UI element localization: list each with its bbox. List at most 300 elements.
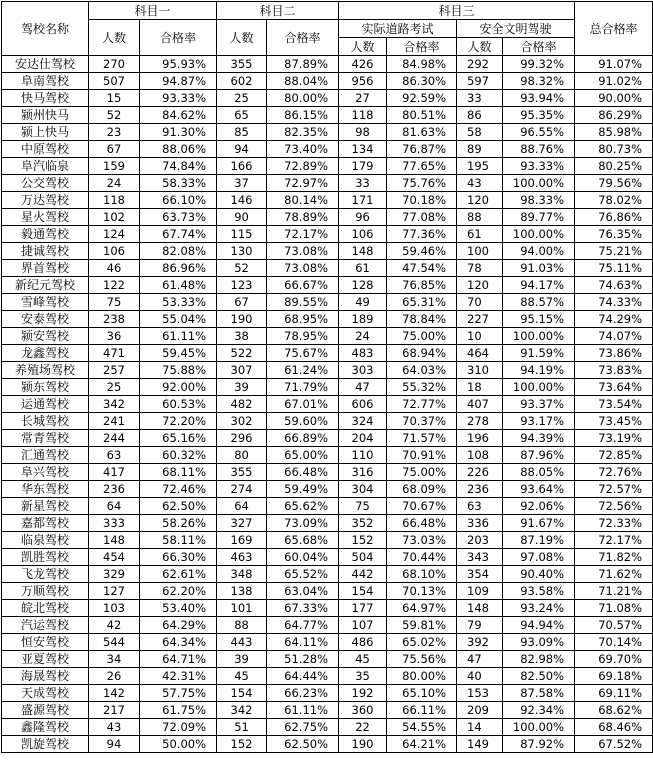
table-row: [2, 413, 653, 430]
cell-safety-count: 89: [457, 141, 503, 158]
cell-safety-rate: 97.08%: [503, 549, 575, 566]
cell-safety-rate: 92.06%: [503, 498, 575, 515]
cell-road-count: 27: [339, 90, 387, 107]
cell-road-count: 606: [339, 396, 387, 413]
cell-road-count: 110: [339, 447, 387, 464]
table-row: [2, 379, 653, 396]
cell-safety-rate: 100.00%: [503, 226, 575, 243]
cell-s1-count: 67: [89, 141, 140, 158]
cell-road-count: 171: [339, 192, 387, 209]
cell-school-name: 万达驾校: [2, 192, 89, 209]
cell-s2-rate: 80.14%: [267, 192, 339, 209]
cell-s2-count: 296: [217, 430, 267, 447]
cell-s2-count: 37: [217, 175, 267, 192]
cell-safety-count: 70: [457, 294, 503, 311]
cell-s2-count: 355: [217, 464, 267, 481]
cell-safety-count: 33: [457, 90, 503, 107]
cell-road-rate: 71.57%: [387, 430, 457, 447]
cell-safety-count: 343: [457, 549, 503, 566]
cell-s2-count: 482: [217, 396, 267, 413]
header-safety-count: 人数: [457, 38, 503, 56]
table-row: [2, 277, 653, 294]
table-row: [2, 668, 653, 685]
cell-total-rate: 86.29%: [575, 107, 653, 124]
cell-s1-rate: 72.46%: [140, 481, 217, 498]
table-row: [2, 702, 653, 719]
cell-safety-rate: 94.17%: [503, 277, 575, 294]
cell-s2-count: 190: [217, 311, 267, 328]
cell-s1-rate: 91.30%: [140, 124, 217, 141]
cell-s2-rate: 67.01%: [267, 396, 339, 413]
cell-s2-count: 602: [217, 73, 267, 90]
cell-road-rate: 59.46%: [387, 243, 457, 260]
cell-school-name: 安达仕驾校: [2, 56, 89, 73]
cell-safety-count: 196: [457, 430, 503, 447]
cell-s2-rate: 65.62%: [267, 498, 339, 515]
cell-s2-count: 138: [217, 583, 267, 600]
cell-total-rate: 69.70%: [575, 651, 653, 668]
cell-s2-count: 38: [217, 328, 267, 345]
cell-s2-rate: 89.55%: [267, 294, 339, 311]
cell-total-rate: 73.54%: [575, 396, 653, 413]
cell-s1-count: 15: [89, 90, 140, 107]
cell-total-rate: 80.25%: [575, 158, 653, 175]
cell-safety-count: 120: [457, 192, 503, 209]
cell-road-count: 24: [339, 328, 387, 345]
cell-s2-rate: 78.95%: [267, 328, 339, 345]
cell-safety-count: 336: [457, 515, 503, 532]
cell-total-rate: 73.86%: [575, 345, 653, 362]
cell-s1-rate: 58.26%: [140, 515, 217, 532]
cell-s2-rate: 66.89%: [267, 430, 339, 447]
header-road-count: 人数: [339, 38, 387, 56]
cell-s2-rate: 64.44%: [267, 668, 339, 685]
table-row: [2, 90, 653, 107]
cell-s2-rate: 64.11%: [267, 634, 339, 651]
cell-safety-count: 148: [457, 600, 503, 617]
cell-s2-rate: 65.00%: [267, 447, 339, 464]
cell-safety-count: 100: [457, 243, 503, 260]
cell-total-rate: 70.57%: [575, 617, 653, 634]
cell-school-name: 汇通驾校: [2, 447, 89, 464]
cell-total-rate: 91.07%: [575, 56, 653, 73]
cell-s2-count: 169: [217, 532, 267, 549]
cell-s2-rate: 63.04%: [267, 583, 339, 600]
cell-safety-rate: 93.17%: [503, 413, 575, 430]
cell-total-rate: 69.18%: [575, 668, 653, 685]
cell-school-name: 盛源驾校: [2, 702, 89, 719]
cell-road-count: 316: [339, 464, 387, 481]
cell-school-name: 公交驾校: [2, 175, 89, 192]
cell-road-rate: 68.10%: [387, 566, 457, 583]
cell-total-rate: 74.63%: [575, 277, 653, 294]
cell-safety-rate: 82.50%: [503, 668, 575, 685]
cell-school-name: 颍安驾校: [2, 328, 89, 345]
cell-road-rate: 68.94%: [387, 345, 457, 362]
cell-s2-count: 51: [217, 719, 267, 736]
cell-safety-count: 149: [457, 736, 503, 753]
cell-road-count: 148: [339, 243, 387, 260]
cell-school-name: 星火驾校: [2, 209, 89, 226]
cell-safety-rate: 99.32%: [503, 56, 575, 73]
cell-safety-count: 40: [457, 668, 503, 685]
cell-total-rate: 78.02%: [575, 192, 653, 209]
cell-s1-rate: 94.87%: [140, 73, 217, 90]
cell-safety-rate: 88.05%: [503, 464, 575, 481]
cell-s2-rate: 66.48%: [267, 464, 339, 481]
cell-road-count: 177: [339, 600, 387, 617]
cell-road-rate: 76.87%: [387, 141, 457, 158]
cell-total-rate: 74.33%: [575, 294, 653, 311]
cell-safety-count: 78: [457, 260, 503, 277]
cell-road-count: 192: [339, 685, 387, 702]
cell-s1-count: 270: [89, 56, 140, 73]
table-row: [2, 226, 653, 243]
cell-s2-count: 94: [217, 141, 267, 158]
cell-s1-count: 43: [89, 719, 140, 736]
cell-s1-rate: 59.45%: [140, 345, 217, 362]
cell-school-name: 万顺驾校: [2, 583, 89, 600]
cell-s2-count: 348: [217, 566, 267, 583]
cell-safety-rate: 89.77%: [503, 209, 575, 226]
cell-school-name: 运通驾校: [2, 396, 89, 413]
cell-s1-rate: 65.16%: [140, 430, 217, 447]
cell-s2-rate: 72.89%: [267, 158, 339, 175]
cell-school-name: 华东驾校: [2, 481, 89, 498]
table-row: [2, 736, 653, 753]
cell-road-rate: 65.02%: [387, 634, 457, 651]
cell-s2-rate: 61.11%: [267, 702, 339, 719]
cell-safety-count: 18: [457, 379, 503, 396]
cell-road-count: 61: [339, 260, 387, 277]
table-body: [2, 56, 653, 753]
cell-s2-count: 307: [217, 362, 267, 379]
cell-safety-count: 79: [457, 617, 503, 634]
cell-s1-count: 118: [89, 192, 140, 209]
cell-safety-count: 203: [457, 532, 503, 549]
cell-safety-rate: 98.33%: [503, 192, 575, 209]
cell-road-count: 49: [339, 294, 387, 311]
cell-school-name: 凯旋驾校: [2, 736, 89, 753]
cell-road-count: 303: [339, 362, 387, 379]
cell-s1-rate: 61.11%: [140, 328, 217, 345]
cell-school-name: 海晟驾校: [2, 668, 89, 685]
cell-school-name: 中原驾校: [2, 141, 89, 158]
cell-safety-count: 120: [457, 277, 503, 294]
cell-s1-rate: 64.34%: [140, 634, 217, 651]
cell-school-name: 颍州快马: [2, 107, 89, 124]
cell-school-name: 安泰驾校: [2, 311, 89, 328]
cell-s1-rate: 57.75%: [140, 685, 217, 702]
cell-road-rate: 65.31%: [387, 294, 457, 311]
cell-s2-rate: 62.50%: [267, 736, 339, 753]
cell-safety-rate: 95.15%: [503, 311, 575, 328]
cell-road-count: 107: [339, 617, 387, 634]
cell-total-rate: 71.21%: [575, 583, 653, 600]
cell-s2-count: 302: [217, 413, 267, 430]
cell-school-name: 长城驾校: [2, 413, 89, 430]
table-row: [2, 498, 653, 515]
cell-road-count: 134: [339, 141, 387, 158]
cell-safety-count: 58: [457, 124, 503, 141]
cell-road-count: 189: [339, 311, 387, 328]
cell-school-name: 嘉都驾校: [2, 515, 89, 532]
cell-total-rate: 71.08%: [575, 600, 653, 617]
table-row: [2, 209, 653, 226]
cell-s1-rate: 75.88%: [140, 362, 217, 379]
header-safety: 安全文明驾驶: [457, 20, 575, 38]
table-row: [2, 634, 653, 651]
cell-s2-rate: 80.00%: [267, 90, 339, 107]
cell-s1-count: 142: [89, 685, 140, 702]
cell-s1-count: 244: [89, 430, 140, 447]
cell-road-count: 152: [339, 532, 387, 549]
cell-road-count: 442: [339, 566, 387, 583]
cell-road-count: 75: [339, 498, 387, 515]
cell-s1-rate: 82.08%: [140, 243, 217, 260]
cell-s1-rate: 50.00%: [140, 736, 217, 753]
cell-school-name: 阜南驾校: [2, 73, 89, 90]
cell-s1-rate: 64.29%: [140, 617, 217, 634]
cell-safety-rate: 94.39%: [503, 430, 575, 447]
cell-safety-count: 10: [457, 328, 503, 345]
cell-safety-rate: 93.37%: [503, 396, 575, 413]
cell-s1-rate: 72.20%: [140, 413, 217, 430]
cell-road-rate: 64.97%: [387, 600, 457, 617]
cell-school-name: 亚夏驾校: [2, 651, 89, 668]
cell-s1-count: 122: [89, 277, 140, 294]
cell-s1-count: 42: [89, 617, 140, 634]
cell-s1-rate: 58.11%: [140, 532, 217, 549]
cell-total-rate: 69.11%: [575, 685, 653, 702]
cell-s2-rate: 61.24%: [267, 362, 339, 379]
cell-s1-rate: 88.06%: [140, 141, 217, 158]
cell-road-rate: 70.44%: [387, 549, 457, 566]
cell-road-rate: 73.03%: [387, 532, 457, 549]
cell-school-name: 飞龙驾校: [2, 566, 89, 583]
table-row: [2, 583, 653, 600]
cell-road-count: 360: [339, 702, 387, 719]
cell-s1-rate: 58.33%: [140, 175, 217, 192]
cell-safety-rate: 95.35%: [503, 107, 575, 124]
cell-road-count: 128: [339, 277, 387, 294]
cell-safety-rate: 87.96%: [503, 447, 575, 464]
cell-s1-count: 236: [89, 481, 140, 498]
cell-total-rate: 72.76%: [575, 464, 653, 481]
table-row: [2, 260, 653, 277]
cell-school-name: 颍上快马: [2, 124, 89, 141]
cell-s2-count: 274: [217, 481, 267, 498]
cell-s1-rate: 74.84%: [140, 158, 217, 175]
cell-safety-count: 195: [457, 158, 503, 175]
table-row: [2, 430, 653, 447]
cell-s1-count: 241: [89, 413, 140, 430]
cell-safety-rate: 100.00%: [503, 719, 575, 736]
cell-s1-count: 25: [89, 379, 140, 396]
table-row: [2, 158, 653, 175]
cell-school-name: 恒安驾校: [2, 634, 89, 651]
cell-s1-rate: 42.31%: [140, 668, 217, 685]
cell-s2-rate: 59.49%: [267, 481, 339, 498]
cell-s2-rate: 72.17%: [267, 226, 339, 243]
cell-s1-rate: 93.33%: [140, 90, 217, 107]
cell-total-rate: 74.29%: [575, 311, 653, 328]
cell-road-count: 483: [339, 345, 387, 362]
cell-road-rate: 70.91%: [387, 447, 457, 464]
header-road-rate: 合格率: [387, 38, 457, 56]
header-s2-rate: 合格率: [267, 20, 339, 56]
cell-safety-rate: 87.92%: [503, 736, 575, 753]
cell-road-rate: 86.30%: [387, 73, 457, 90]
cell-total-rate: 68.62%: [575, 702, 653, 719]
cell-safety-count: 597: [457, 73, 503, 90]
cell-safety-rate: 87.19%: [503, 532, 575, 549]
table-row: [2, 515, 653, 532]
cell-school-name: 养殖场驾校: [2, 362, 89, 379]
cell-s2-rate: 73.08%: [267, 243, 339, 260]
cell-s1-rate: 95.93%: [140, 56, 217, 73]
cell-s2-count: 115: [217, 226, 267, 243]
cell-road-rate: 84.98%: [387, 56, 457, 73]
cell-s2-rate: 75.67%: [267, 345, 339, 362]
cell-s1-count: 329: [89, 566, 140, 583]
cell-total-rate: 75.21%: [575, 243, 653, 260]
cell-road-count: 426: [339, 56, 387, 73]
cell-school-name: 常青驾校: [2, 430, 89, 447]
cell-s2-count: 90: [217, 209, 267, 226]
cell-road-rate: 66.11%: [387, 702, 457, 719]
cell-total-rate: 76.35%: [575, 226, 653, 243]
cell-school-name: 界首驾校: [2, 260, 89, 277]
cell-s1-count: 342: [89, 396, 140, 413]
cell-school-name: 毅通驾校: [2, 226, 89, 243]
cell-road-rate: 72.77%: [387, 396, 457, 413]
cell-s1-count: 103: [89, 600, 140, 617]
cell-s2-count: 327: [217, 515, 267, 532]
cell-s1-count: 24: [89, 175, 140, 192]
cell-s2-rate: 73.09%: [267, 515, 339, 532]
cell-s1-rate: 53.40%: [140, 600, 217, 617]
cell-s2-rate: 62.75%: [267, 719, 339, 736]
cell-s1-count: 159: [89, 158, 140, 175]
cell-s2-count: 355: [217, 56, 267, 73]
header-subject2: 科目二: [217, 2, 339, 20]
cell-school-name: 阜兴驾校: [2, 464, 89, 481]
cell-s2-rate: 68.95%: [267, 311, 339, 328]
cell-road-count: 118: [339, 107, 387, 124]
cell-s1-rate: 66.30%: [140, 549, 217, 566]
cell-road-count: 154: [339, 583, 387, 600]
table-row: [2, 56, 653, 73]
cell-s2-count: 146: [217, 192, 267, 209]
cell-total-rate: 76.86%: [575, 209, 653, 226]
cell-s2-rate: 65.68%: [267, 532, 339, 549]
cell-s2-rate: 65.52%: [267, 566, 339, 583]
cell-s1-rate: 68.11%: [140, 464, 217, 481]
table-row: [2, 362, 653, 379]
cell-school-name: 雪峰驾校: [2, 294, 89, 311]
cell-safety-count: 153: [457, 685, 503, 702]
cell-safety-rate: 94.19%: [503, 362, 575, 379]
cell-s2-rate: 82.35%: [267, 124, 339, 141]
pass-rate-table: [1, 1, 653, 753]
cell-s1-rate: 60.53%: [140, 396, 217, 413]
cell-safety-count: 209: [457, 702, 503, 719]
table-row: [2, 651, 653, 668]
cell-school-name: 天成驾校: [2, 685, 89, 702]
cell-s2-count: 123: [217, 277, 267, 294]
cell-road-count: 179: [339, 158, 387, 175]
cell-s1-count: 36: [89, 328, 140, 345]
cell-road-count: 304: [339, 481, 387, 498]
cell-safety-rate: 93.94%: [503, 90, 575, 107]
cell-safety-count: 236: [457, 481, 503, 498]
cell-s2-count: 67: [217, 294, 267, 311]
cell-s1-count: 63: [89, 447, 140, 464]
cell-safety-rate: 100.00%: [503, 175, 575, 192]
cell-s2-rate: 71.79%: [267, 379, 339, 396]
cell-safety-count: 310: [457, 362, 503, 379]
cell-road-rate: 70.18%: [387, 192, 457, 209]
cell-road-rate: 64.21%: [387, 736, 457, 753]
cell-road-count: 324: [339, 413, 387, 430]
cell-total-rate: 73.19%: [575, 430, 653, 447]
cell-school-name: 捷诚驾校: [2, 243, 89, 260]
cell-road-count: 45: [339, 651, 387, 668]
cell-s2-count: 443: [217, 634, 267, 651]
cell-safety-rate: 88.76%: [503, 141, 575, 158]
cell-safety-count: 226: [457, 464, 503, 481]
cell-s1-count: 102: [89, 209, 140, 226]
cell-s1-count: 26: [89, 668, 140, 685]
cell-safety-count: 108: [457, 447, 503, 464]
cell-s1-count: 94: [89, 736, 140, 753]
cell-safety-rate: 93.09%: [503, 634, 575, 651]
cell-s2-count: 88: [217, 617, 267, 634]
cell-school-name: 快马驾校: [2, 90, 89, 107]
cell-safety-rate: 91.67%: [503, 515, 575, 532]
cell-s2-count: 52: [217, 260, 267, 277]
cell-safety-count: 292: [457, 56, 503, 73]
table-row: [2, 600, 653, 617]
header-s2-count: 人数: [217, 20, 267, 56]
cell-total-rate: 72.85%: [575, 447, 653, 464]
cell-school-name: 临泉驾校: [2, 532, 89, 549]
cell-s1-count: 46: [89, 260, 140, 277]
cell-school-name: 龙鑫驾校: [2, 345, 89, 362]
table-row: [2, 447, 653, 464]
cell-s2-count: 166: [217, 158, 267, 175]
cell-total-rate: 74.07%: [575, 328, 653, 345]
cell-s1-rate: 62.61%: [140, 566, 217, 583]
cell-safety-rate: 82.98%: [503, 651, 575, 668]
cell-s1-count: 148: [89, 532, 140, 549]
cell-road-rate: 55.32%: [387, 379, 457, 396]
cell-s2-count: 80: [217, 447, 267, 464]
cell-road-rate: 75.56%: [387, 651, 457, 668]
cell-road-rate: 47.54%: [387, 260, 457, 277]
cell-safety-rate: 100.00%: [503, 379, 575, 396]
cell-s1-rate: 84.62%: [140, 107, 217, 124]
cell-s1-rate: 61.48%: [140, 277, 217, 294]
cell-safety-count: 407: [457, 396, 503, 413]
cell-safety-rate: 100.00%: [503, 328, 575, 345]
cell-safety-count: 227: [457, 311, 503, 328]
cell-s2-rate: 78.89%: [267, 209, 339, 226]
table-row: [2, 481, 653, 498]
table-row: [2, 124, 653, 141]
header-s1-count: 人数: [89, 20, 140, 56]
